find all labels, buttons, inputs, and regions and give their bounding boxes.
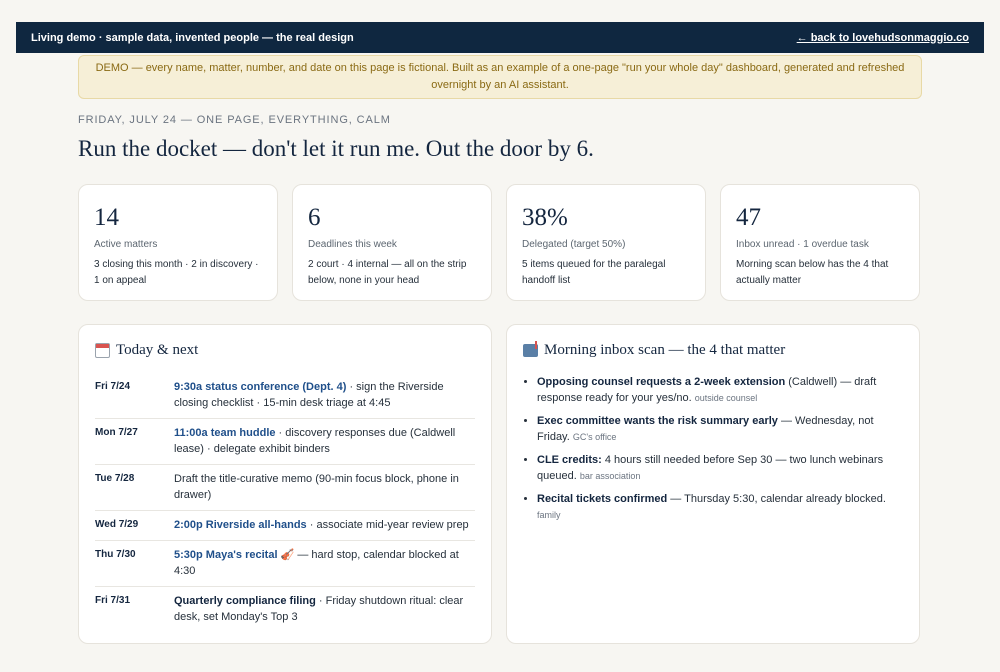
stat-card-active-matters: [78, 184, 278, 301]
calendar-icon: [95, 343, 110, 358]
today-title-text: Today & next: [116, 342, 199, 358]
stat-card-delegated: [506, 184, 706, 301]
schedule-detail: · associate mid-year review prep: [306, 519, 469, 531]
inbox-list: [523, 374, 903, 523]
schedule-row: [95, 587, 475, 632]
inbox-title-text: Morning inbox scan — the 4 that matter: [544, 342, 786, 358]
inbox-item-text: — Wednesday, not Friday.: [537, 415, 874, 443]
inbox-item-text: (Caldwell) — draft response ready for your yes/no.: [537, 376, 877, 404]
mailbox-icon: [523, 344, 538, 357]
schedule-detail: · Friday shutdown ritual: clear desk, set Monday's Top 3: [174, 595, 464, 623]
today-panel-title: [95, 340, 475, 360]
schedule-day: Tue 7/28: [95, 473, 135, 484]
inbox-item: [537, 491, 903, 523]
stat-description: 3 closing this month · 2 in discovery · 1 on appeal: [94, 259, 259, 286]
schedule-event-link[interactable]: 2:00p Riverside all-hands: [174, 519, 307, 531]
today-next-panel: [78, 324, 492, 644]
inbox-item-source: family: [537, 510, 561, 520]
inbox-item-headline: Recital tickets confirmed: [537, 493, 668, 505]
inbox-item: [537, 452, 903, 484]
stat-value: 6: [308, 204, 321, 231]
stat-description: Morning scan below has the 4 that actually matter: [736, 259, 889, 286]
back-link[interactable]: ← back to lovehudsonmaggio.co: [796, 31, 969, 44]
stat-value: 14: [94, 204, 119, 231]
stat-value: 47: [736, 204, 761, 231]
schedule-strong: Quarterly compliance filing: [174, 595, 316, 607]
schedule-row: [95, 373, 475, 419]
inbox-item-text: — Thursday 5:30, calendar already blocked.: [667, 493, 886, 505]
schedule-day: Fri 7/24: [95, 381, 131, 392]
stat-label: Active matters: [94, 239, 158, 250]
schedule-day: Mon 7/27: [95, 427, 138, 438]
inbox-item-headline: CLE credits:: [537, 454, 602, 466]
date-eyebrow: FRIDAY, JULY 24 — ONE PAGE, EVERYTHING, CALM: [78, 114, 391, 126]
schedule-event-link[interactable]: 5:30p Maya's recital 🎻: [174, 549, 295, 561]
schedule-day: Wed 7/29: [95, 519, 139, 530]
topbar-title: Living demo · sample data, invented people — the real design: [31, 31, 354, 44]
inbox-item: [537, 413, 903, 445]
schedule-day: Thu 7/30: [95, 549, 136, 560]
stat-card-inbox: [720, 184, 920, 301]
stat-description: 5 items queued for the paralegal handoff list: [522, 259, 666, 286]
schedule-event-link[interactable]: 11:00a team huddle: [174, 427, 276, 439]
stat-label: Deadlines this week: [308, 239, 397, 250]
demo-topbar: [16, 22, 984, 53]
inbox-item-source: bar association: [579, 471, 641, 481]
inbox-panel-title: [523, 340, 903, 360]
inbox-item-text: 4 hours still needed before Sep 30 — two lunch webinars queued.: [537, 454, 884, 482]
schedule-list: [95, 373, 475, 632]
schedule-day: Fri 7/31: [95, 595, 131, 606]
schedule-row: [95, 511, 475, 541]
schedule-event-link[interactable]: 9:30a status conference (Dept. 4): [174, 381, 347, 393]
schedule-detail: — hard stop, calendar blocked at 4:30: [174, 549, 459, 577]
inbox-item: [537, 374, 903, 406]
stat-value: 38%: [522, 204, 568, 231]
schedule-detail: Draft the title-curative memo (90-min focus block, phone in drawer): [174, 473, 459, 501]
stat-label: Inbox unread · 1 overdue task: [736, 239, 869, 250]
demo-disclaimer-banner: DEMO — every name, matter, number, and date on this page is fictional. Built as an example of a one-page "run your whole day" dashboard, generated and refreshed overnight by an AI assistant.: [78, 55, 922, 99]
inbox-scan-panel: [506, 324, 920, 644]
schedule-row: [95, 419, 475, 465]
schedule-detail: · sign the Riverside closing checklist · 15-min desk triage at 4:45: [174, 381, 444, 409]
inbox-item-headline: Exec committee wants the risk summary early: [537, 415, 778, 427]
stat-description: 2 court · 4 internal — all on the strip below, none in your head: [308, 259, 467, 286]
inbox-item-source: GC's office: [572, 432, 617, 442]
schedule-row: [95, 541, 475, 587]
inbox-item-source: outside counsel: [694, 393, 758, 403]
stat-label: Delegated (target 50%): [522, 239, 626, 250]
schedule-row: [95, 465, 475, 511]
inbox-item-headline: Opposing counsel requests a 2-week extension: [537, 376, 786, 388]
stat-card-deadlines: [292, 184, 492, 301]
schedule-detail: · discovery responses due (Caldwell lease) · delegate exhibit binders: [174, 427, 456, 455]
page-headline: Run the docket — don't let it run me. Out the door by 6.: [78, 136, 594, 161]
